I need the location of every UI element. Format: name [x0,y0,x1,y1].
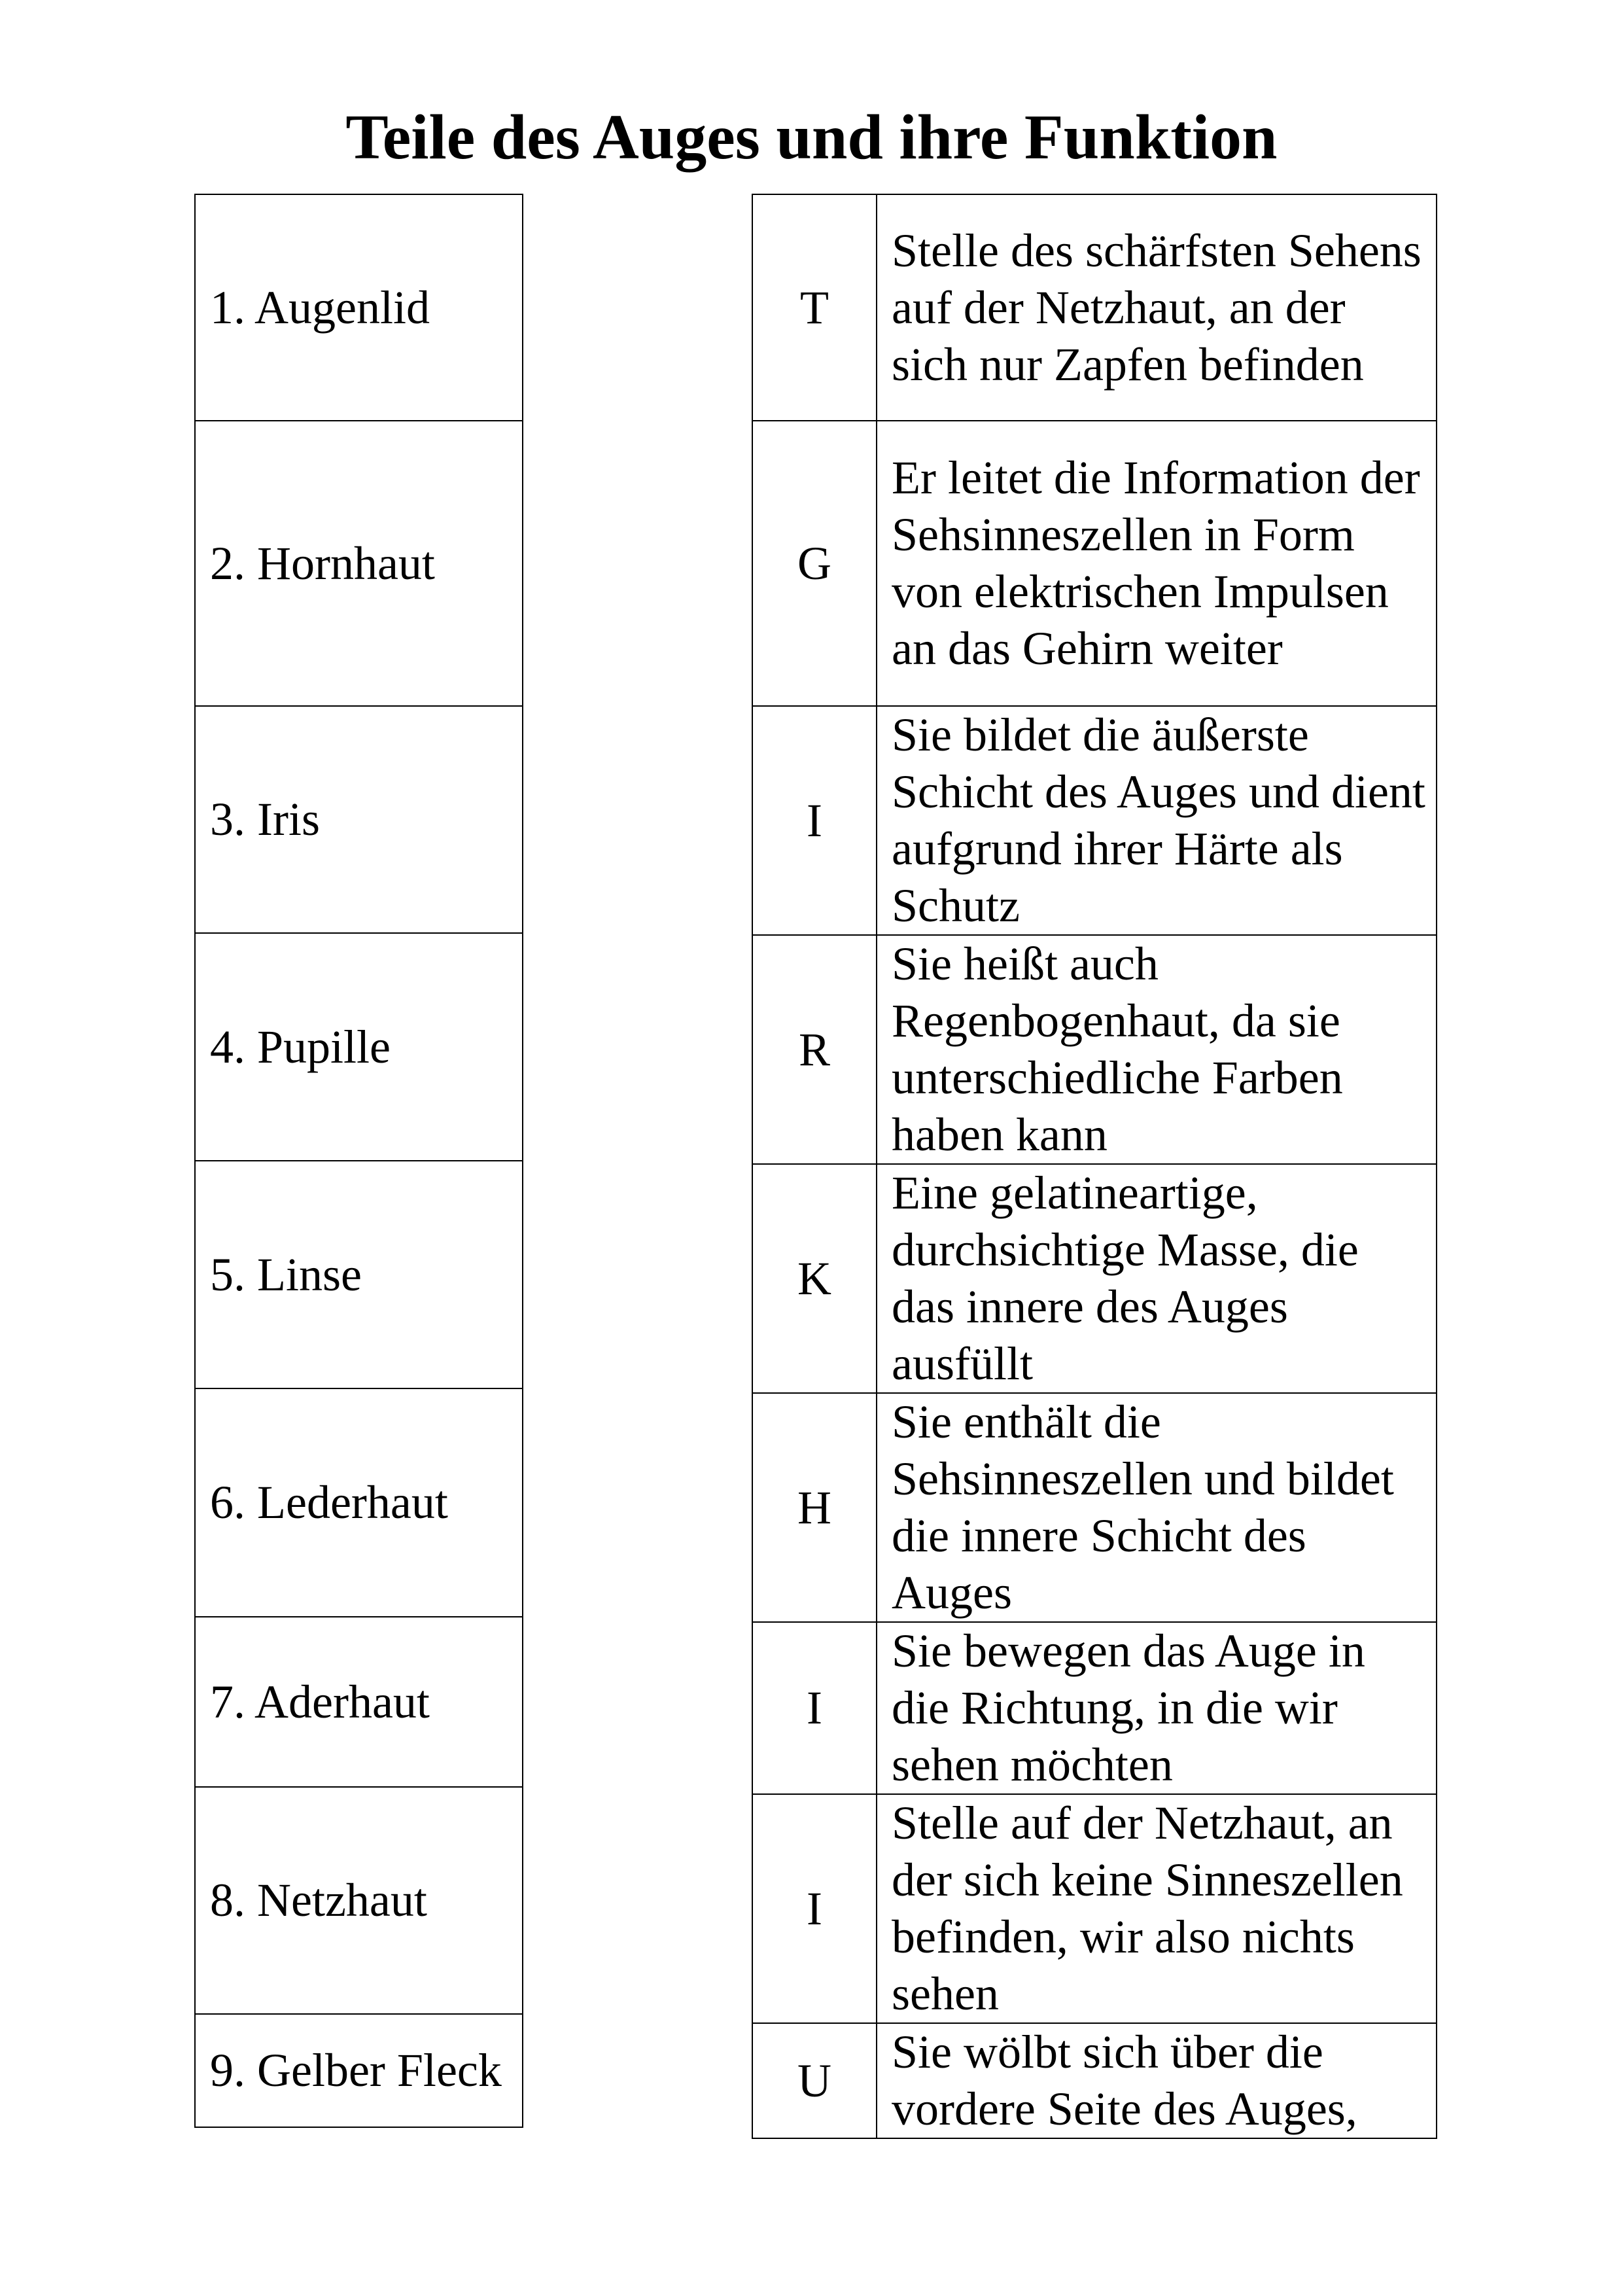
table-row [752,1622,1437,1794]
table-row [752,421,1437,706]
table-row [195,1388,523,1617]
function-description: Stelle des schärfsten Sehens auf der Netzhaut, an der sich nur Zapfen befinden [877,194,1437,421]
solution-letter: G [752,421,877,706]
function-description: Er leitet die Information der Sehsinneszellen in Form von elektrischen Impulsen an das Gehirn weiter [877,421,1437,706]
table-row [195,1787,523,2014]
eye-part-cell: 7. Aderhaut [195,1617,523,1787]
function-description: Sie heißt auch Regenbogenhaut, da sie unterschiedliche Farben haben kann [877,935,1437,1164]
table-row [752,706,1437,935]
eye-part-cell: 6. Lederhaut [195,1388,523,1617]
table-row [195,194,523,421]
table-row [752,1794,1437,2023]
eye-part-cell: 9. Gelber Fleck [195,2014,523,2127]
solution-letter: I [752,1794,877,2023]
eye-part-cell: 8. Netzhaut [195,1787,523,2014]
solution-letter: I [752,706,877,935]
solution-letter: K [752,1164,877,1393]
table-row [752,1164,1437,1393]
solution-letter: R [752,935,877,1164]
solution-letter: H [752,1393,877,1622]
functions-table [752,194,1437,2139]
table-row [195,1161,523,1388]
eye-part-cell: 3. Iris [195,706,523,933]
solution-letter: I [752,1622,877,1794]
eye-part-cell: 1. Augenlid [195,194,523,421]
eye-part-cell: 5. Linse [195,1161,523,1388]
eye-parts-table [194,194,523,2128]
solution-letter: U [752,2023,877,2138]
eye-part-cell: 2. Hornhaut [195,421,523,706]
table-row [752,1393,1437,1622]
page-title: Teile des Auges und ihre Funktion [345,102,1278,173]
table-row [752,935,1437,1164]
function-description: Stelle auf der Netzhaut, an der sich keine Sinneszellen befinden, wir also nichts sehen [877,1794,1437,2023]
function-description: Eine gelatineartige, durchsichtige Masse, die das innere des Auges ausfüllt [877,1164,1437,1393]
table-row [752,2023,1437,2138]
solution-letter: T [752,194,877,421]
table-row [195,706,523,933]
table-row [195,2014,523,2127]
function-description: Sie bildet die äußerste Schicht des Auges und dient aufgrund ihrer Härte als Schutz [877,706,1437,935]
function-description: Sie enthält die Sehsinneszellen und bildet die innere Schicht des Auges [877,1393,1437,1622]
table-row [195,933,523,1161]
eye-part-cell: 4. Pupille [195,933,523,1161]
table-row [752,194,1437,421]
table-row [195,421,523,706]
function-description: Sie bewegen das Auge in die Richtung, in die wir sehen möchten [877,1622,1437,1794]
function-description: Sie wölbt sich über die vordere Seite des Auges, [877,2023,1437,2138]
table-row [195,1617,523,1787]
